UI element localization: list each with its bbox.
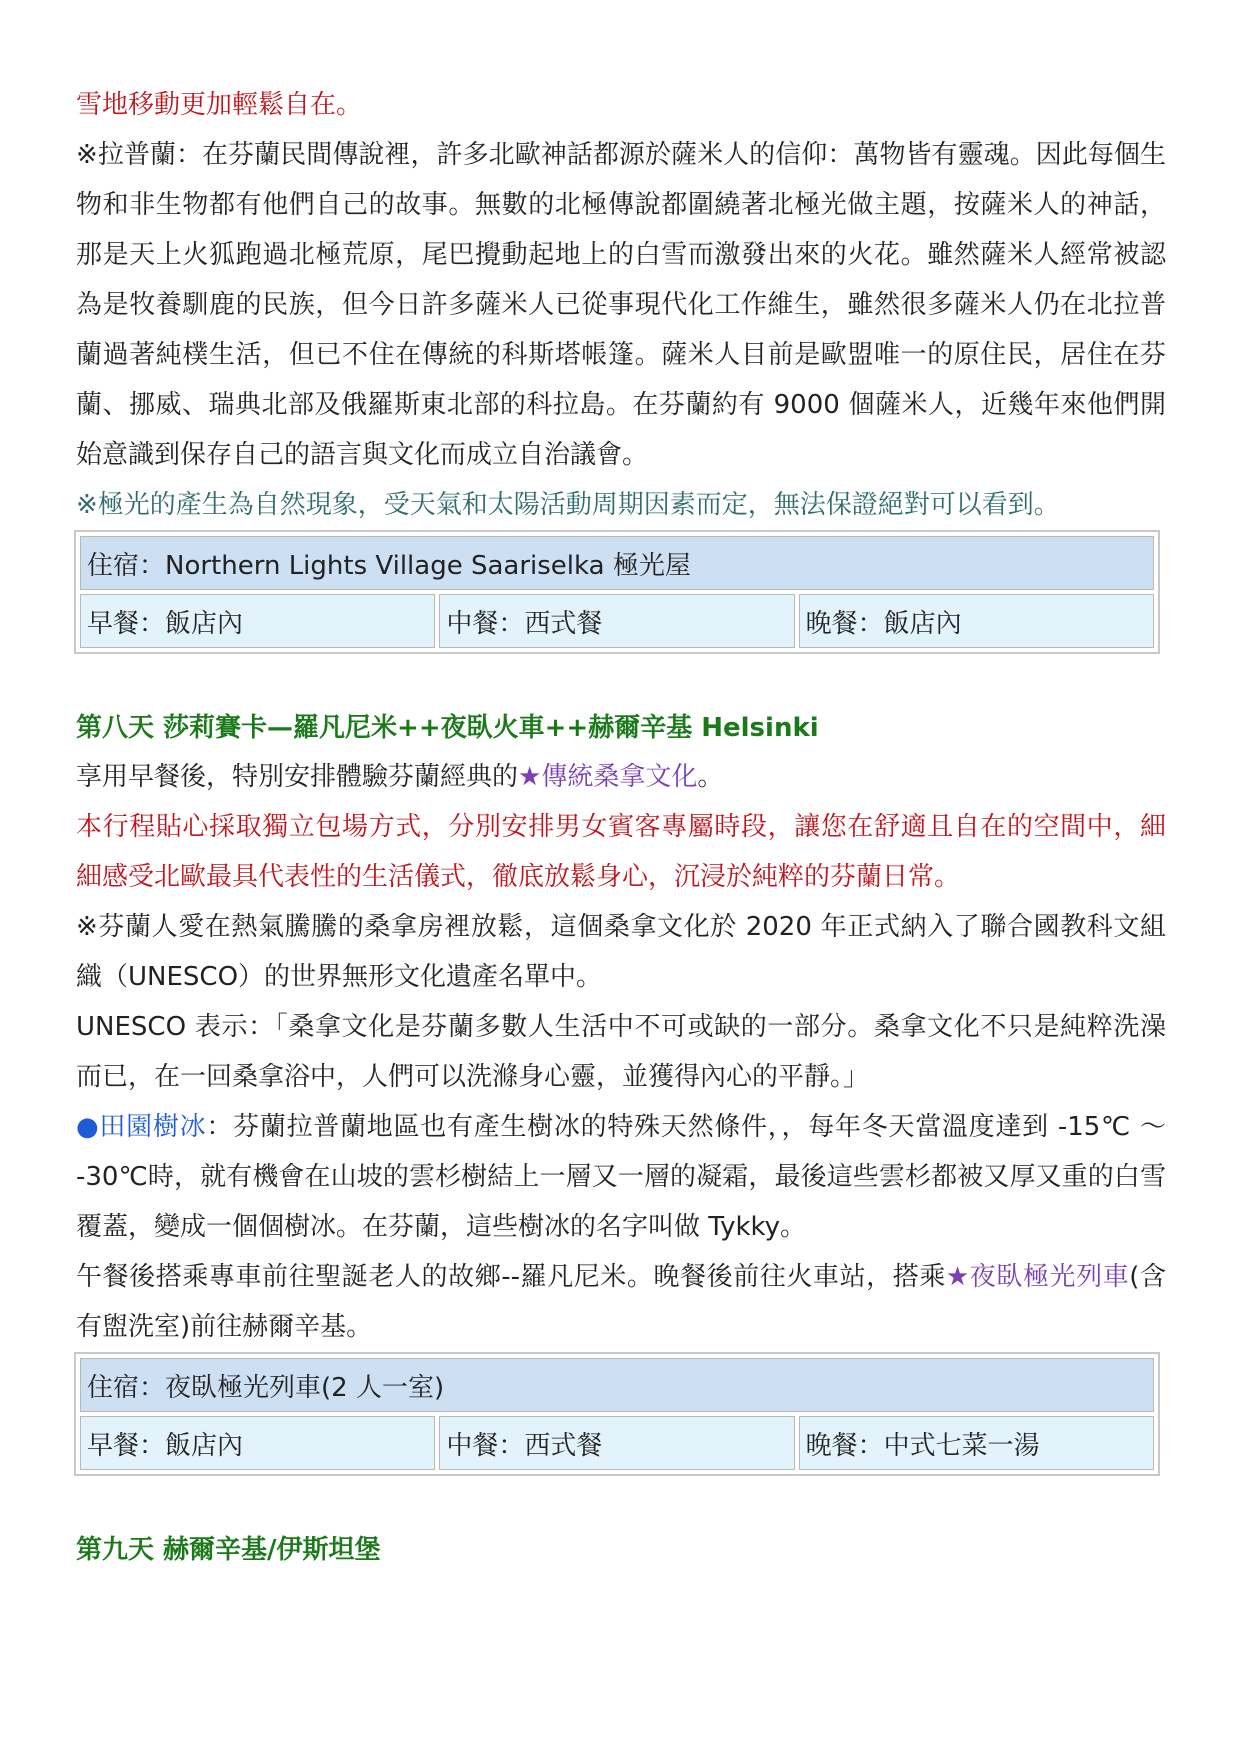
lodging-cell: 住宿：夜臥極光列車(2 人一室) [80,1358,1154,1412]
day8-p1-text: 享用早餐後，特別安排體驗芬蘭經典的 [76,762,519,792]
section-gap [76,1476,1166,1526]
day8-p6-end: (含有盥洗室)前往赫爾辛基。 [76,1262,1167,1342]
itinerary-page [76,80,1166,1574]
day8-title: 第八天 莎莉賽卡—羅凡尼米++夜臥火車++赫爾辛基 Helsinki [76,713,819,743]
day8-paragraph-6 [76,1252,1166,1352]
lapland-paragraph: ※拉普蘭：在芬蘭民間傳說裡，許多北歐神話都源於薩米人的信仰：萬物皆有靈魂。因此每個生物和非生物都有他們自己的故事。無數的北極傳說都圍繞著北極光做主題，按薩米人的神話，那是天上火狐跑過北極荒原，尾巴攪動起地上的白雪而激發出來的火花。雖然薩米人經常被認為是牧養馴鹿的民族，但今日許多薩米人已從事現代化工作維生，雖然很多薩米人仍在北拉普蘭過著純樸生活，但已不住在傳統的科斯塔帳篷。薩米人目前是歐盟唯一的原住民，居住在芬蘭、挪威、瑞典北部及俄羅斯東北部的科拉島。在芬蘭約有 9000 個薩米人，近幾年來他們開始意識到保存自己的語言與文化而成立自治議會。 [76,140,1166,470]
day8-p6-text: 午餐後搭乘專車前往聖誕老人的故鄉--羅凡尼米。晚餐後前往火車站，搭乘 [76,1262,946,1292]
lodging-cell: 住宿：Northern Lights Village Saariselka 極光屋 [80,536,1154,590]
day8-paragraph-4: UNESCO 表示：「桑拿文化是芬蘭多數人生活中不可或缺的一部分。桑拿文化不只是純粹洗澡而已，在一回桑拿浴中，人們可以洗滌身心靈，並獲得內心的平靜。」 [76,1012,1166,1092]
section-gap [76,654,1166,704]
day7-info-table [74,530,1160,654]
day8-paragraph-2: 本行程貼心採取獨立包場方式，分別安排男女賓客專屬時段，讓您在舒適且自在的空間中，細細感受北歐最具代表性的生活儀式，徹底放鬆身心，沉浸於純粹的芬蘭日常。 [76,812,1166,892]
night-train-highlight: ★夜臥極光列車 [945,1262,1130,1292]
day8-p5-text: ：芬蘭拉普蘭地區也有產生樹冰的特殊天然條件，，每年冬天當溫度達到 -15℃ ～ -30℃時，就有機會在山坡的雲杉樹結上一層又一層的凝霜，最後這些雲杉都被又厚又重的白雪覆蓋，變成一個個樹冰。在芬蘭，這些樹冰的名字叫做 Tykky。 [76,1112,1166,1242]
day8-paragraph-3: ※芬蘭人愛在熱氣騰騰的桑拿房裡放鬆，這個桑拿文化於 2020 年正式納入了聯合國教科文組織（UNESCO）的世界無形文化遺產名單中。 [76,912,1166,992]
breakfast-cell: 早餐：飯店內 [80,594,435,648]
dinner-cell: 晚餐：中式七菜一湯 [799,1416,1154,1470]
day8-paragraph-5 [76,1102,1166,1252]
aurora-note: ※極光的產生為自然現象，受天氣和太陽活動周期因素而定，無法保證絕對可以看到。 [76,490,1060,520]
dinner-cell: 晚餐：飯店內 [799,594,1154,648]
breakfast-cell: 早餐：飯店內 [80,1416,435,1470]
intro-line: 雪地移動更加輕鬆自在。 [76,90,363,120]
day8-info-table [74,1352,1160,1476]
day8-p1-end: 。 [697,762,724,792]
day9-title: 第九天 赫爾辛基/伊斯坦堡 [76,1535,381,1565]
rime-ice-highlight: ●田園樹冰 [76,1112,207,1142]
lunch-cell: 中餐：西式餐 [439,1416,794,1470]
lunch-cell: 中餐：西式餐 [439,594,794,648]
day8-paragraph-1 [76,752,1166,802]
sauna-highlight: ★傳統桑拿文化 [518,762,698,792]
